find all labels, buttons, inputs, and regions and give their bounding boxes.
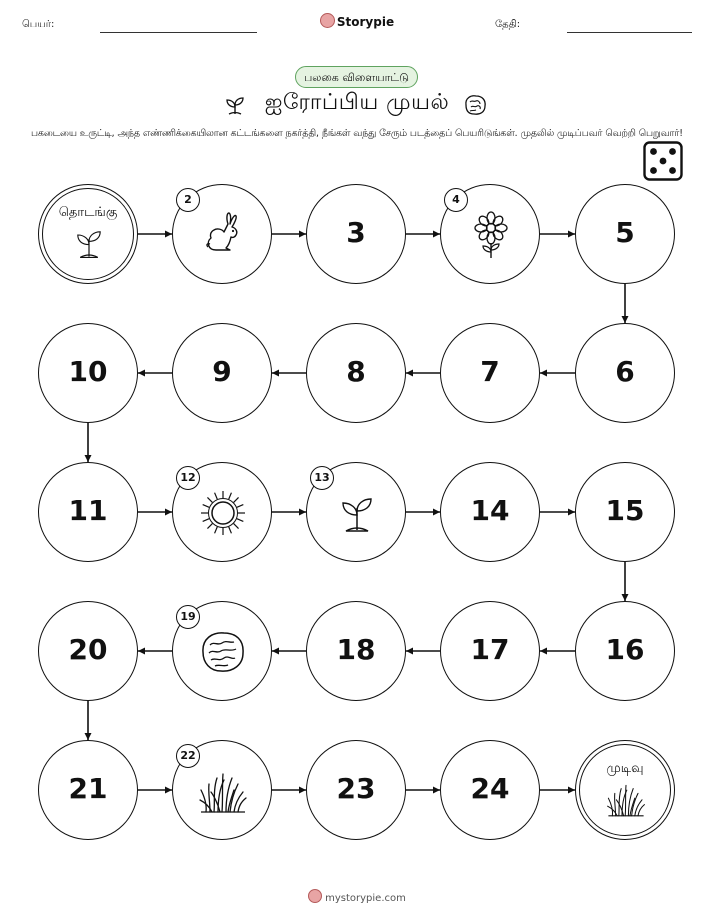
board-space-23 (306, 740, 406, 840)
burrow-icon (198, 627, 248, 677)
space-number-badge: 13 (310, 466, 334, 490)
board-space-15 (575, 462, 675, 562)
space-number: 15 (605, 494, 645, 527)
board-space-6 (575, 323, 675, 423)
path-arrow-head (138, 648, 145, 655)
space-number: 24 (470, 772, 510, 805)
board-space-4 (440, 184, 540, 284)
space-number-badge: 22 (176, 744, 200, 768)
grass-icon (606, 779, 646, 819)
sprout-icon (332, 488, 382, 538)
space-number: 20 (68, 633, 108, 666)
space-number: 17 (470, 633, 510, 666)
start-space (38, 184, 138, 284)
board-space-13 (306, 462, 406, 562)
board-space-24 (440, 740, 540, 840)
space-number-badge: 19 (176, 605, 200, 629)
board-space-19 (172, 601, 272, 701)
finish-space (575, 740, 675, 840)
path-arrow-head (272, 648, 279, 655)
brand-name: Storypie (336, 15, 395, 29)
board-space-21 (38, 740, 138, 840)
space-number-badge: 12 (176, 466, 200, 490)
path-arrow-head (299, 787, 306, 794)
name-label: பெயர்: (22, 19, 55, 30)
board-space-18 (306, 601, 406, 701)
board-space-8 (306, 323, 406, 423)
space-number: 10 (68, 355, 108, 388)
path-arrow-head (406, 648, 413, 655)
space-number: 7 (480, 355, 500, 388)
board-space-17 (440, 601, 540, 701)
path-arrow-head (568, 509, 575, 516)
finish-label: முடிவு (606, 761, 644, 776)
grass-icon (198, 766, 248, 816)
start-label: தொடங்கு (58, 205, 118, 220)
sun-icon (198, 488, 248, 538)
board-space-7 (440, 323, 540, 423)
board-space-20 (38, 601, 138, 701)
path-arrow-head (85, 733, 92, 740)
path-arrow-head (433, 231, 440, 238)
space-number: 21 (68, 772, 108, 805)
sprout-icon (69, 223, 109, 263)
board-space-9 (172, 323, 272, 423)
path-arrow-head (406, 370, 413, 377)
space-number: 14 (470, 494, 510, 527)
board-space-14 (440, 462, 540, 562)
path-arrow-head (165, 509, 172, 516)
date-label: தேதி: (495, 19, 521, 30)
path-arrow-head (299, 509, 306, 516)
path-arrow-head (138, 370, 145, 377)
board-space-5 (575, 184, 675, 284)
board-space-22 (172, 740, 272, 840)
board-space-10 (38, 323, 138, 423)
space-number: 23 (336, 772, 376, 805)
rabbit-icon (198, 210, 248, 260)
space-number: 6 (615, 355, 635, 388)
space-number: 18 (336, 633, 376, 666)
footer (0, 889, 714, 904)
category-badge: பலகை விளையாட்டு (295, 66, 418, 88)
space-number: 8 (346, 355, 366, 388)
space-number-badge: 4 (444, 188, 468, 212)
path-arrow-head (433, 787, 440, 794)
space-number: 11 (68, 494, 108, 527)
path-arrow-head (540, 648, 547, 655)
flower-icon (466, 210, 516, 260)
page-title: ஐரோப்பிய முயல் (264, 90, 450, 115)
space-number: 9 (212, 355, 232, 388)
board-space-12 (172, 462, 272, 562)
path-arrow-head (568, 231, 575, 238)
path-arrow-head (272, 370, 279, 377)
board-space-11 (38, 462, 138, 562)
space-number: 5 (615, 216, 635, 249)
space-number-badge: 2 (176, 188, 200, 212)
path-arrow-head (622, 594, 629, 601)
path-arrow-head (85, 455, 92, 462)
board-space-3 (306, 184, 406, 284)
space-number: 16 (605, 633, 645, 666)
instructions-text: பகடையை உருட்டி, அந்த எண்ணிக்கையிலான கட்டங்களை நகர்த்தி, நீங்கள் வந்து சேரும் படத்தைப் பெயரிடுங்கள். முதலில் முடிப்பவர் வெற்றி பெறுவார்! (30, 128, 684, 139)
path-arrow-head (622, 316, 629, 323)
space-number: 3 (346, 216, 366, 249)
board-space-2 (172, 184, 272, 284)
path-arrow-head (165, 787, 172, 794)
storypie-logo-icon (308, 889, 322, 903)
path-arrow-head (165, 231, 172, 238)
path-arrow-head (568, 787, 575, 794)
board-space-16 (575, 601, 675, 701)
footer-url[interactable]: mystorypie.com (325, 893, 406, 904)
path-arrow-head (299, 231, 306, 238)
path-arrow-head (540, 370, 547, 377)
path-arrow-head (433, 509, 440, 516)
